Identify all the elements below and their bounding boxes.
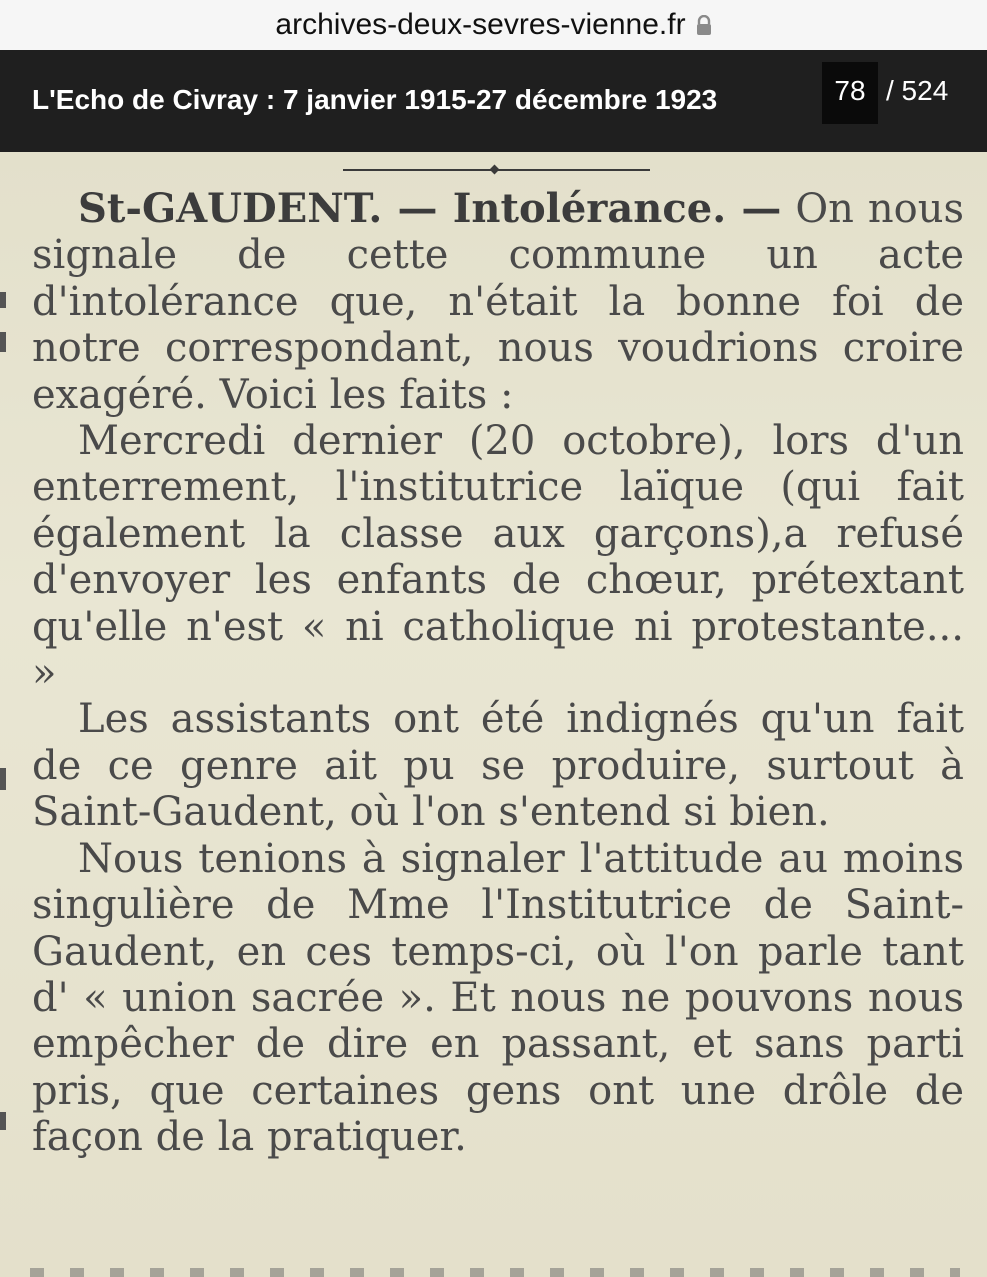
page-number-input[interactable]: 78 — [822, 62, 878, 124]
browser-url-bar[interactable] — [0, 0, 987, 50]
article-headline: St-GAUDENT. — Intolérance. — — [78, 185, 782, 232]
margin-mark — [0, 332, 6, 352]
article-lead — [32, 186, 964, 418]
lock-icon — [696, 15, 712, 35]
article-paragraph: Mercredi dernier (20 octobre), lors d'un enterrement, l'institutrice laïque (qui fait également la classe aux garçons),a refusé d'envoyer les enfants de chœur, prétextant qu'elle n'est « ni catholique ni protestante... » — [32, 418, 964, 697]
url-text: archives-deux-sevres-vienne.fr — [275, 8, 686, 41]
margin-mark — [0, 292, 6, 308]
article-paragraph: Nous tenions à signaler l'attitude au moins singulière de Mme l'Institutrice de Saint-Gaudent, en ces temps-ci, où l'on parle tant d' « union sacrée ». Et nous ne pouvons nous empêcher de dire en passant, et sans parti pris, que certaines gens ont une drôle de façon de la pratiquer. — [32, 835, 964, 1161]
article — [32, 186, 964, 1161]
newspaper-scan[interactable] — [0, 152, 987, 1277]
separator-ornament — [490, 165, 500, 175]
document-title: L'Echo de Civray : 7 janvier 1915-27 décembre 1923 — [32, 84, 718, 115]
page-total: / 524 — [886, 75, 949, 106]
article-lead-text: On nous signale de cette commune un acte d'intolérance que, n'était la bonne foi de notre correspondant, nous voudrions croire exagéré. Voici les faits : — [32, 186, 964, 418]
viewer-header — [0, 50, 987, 152]
margin-mark — [0, 768, 6, 790]
next-article-fragment — [30, 1268, 960, 1277]
margin-mark — [0, 1112, 6, 1130]
article-paragraph: Les assistants ont été indignés qu'un fait de ce genre ait pu se produire, surtout à Saint-Gaudent, où l'on s'entend si bien. — [32, 696, 964, 836]
url-display[interactable] — [0, 8, 987, 42]
